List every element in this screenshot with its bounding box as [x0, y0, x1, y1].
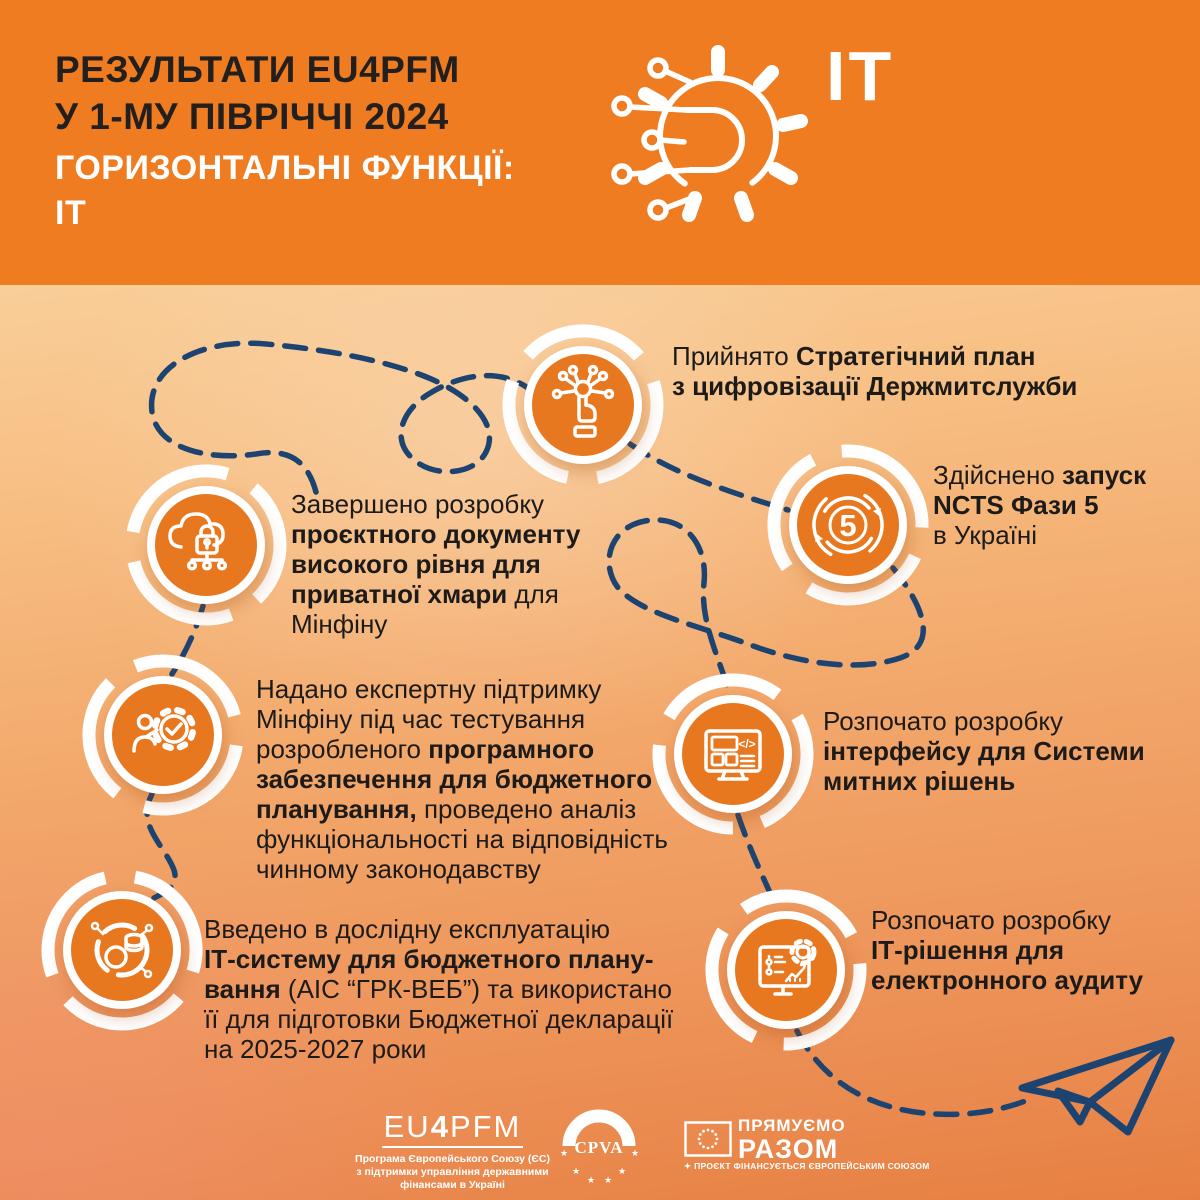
page-title-line2: У 1-МУ ПІВРІЧЧІ 2024 [55, 96, 449, 137]
node-badge-ncts-phase5 [753, 430, 943, 620]
node-text-ncts-phase5: Здійснено запуск NCTS Фази 5 в Україні [933, 460, 1147, 550]
header-it-label: IT [826, 37, 895, 115]
eu-funding-note: ✦ ПРОЄКТ ФІНАНСУЄТЬСЯ ЄВРОПЕЙСЬКИМ СОЮЗОМ [684, 1161, 930, 1171]
node-text-digitalization-strategy: Прийнято Стратегічний план з цифровізації Держмитслужби [672, 341, 1078, 401]
page-subtitle-line1: ГОРИЗОНТАЛЬНІ ФУНКЦІЇ: [55, 149, 515, 187]
node-text-e-audit: Розпочато розробку ІТ-рішення для електронного аудиту [871, 905, 1144, 995]
node-badge-e-audit [691, 875, 881, 1065]
node-text-private-cloud: Завершено розробку проєктного документу високого рівня для приватної хмари для Мінфіну [291, 489, 581, 639]
page-title-line1: РЕЗУЛЬТАТИ EU4PFM [55, 49, 460, 90]
node-badge-budget-it-system [27, 855, 217, 1045]
node-badge-digitalization-strategy [488, 310, 678, 500]
node-text-software-testing: Надано експертну підтримку Мінфіну під час тестування розробленого програмного забезпечення для бюджетного планування, проведено аналіз функціональності на відповідність чинному законодавству [256, 674, 668, 884]
svg-text:★: ★ [630, 1148, 640, 1158]
eu-flag-icon [684, 1121, 732, 1162]
page-subtitle-line2: ІТ [55, 194, 87, 232]
eu4pfm-logo [340, 1109, 565, 1192]
svg-text:★: ★ [571, 1166, 581, 1176]
node-badge-private-cloud [111, 450, 301, 640]
node-text-budget-it-system: Введено в дослідну експлуатацію ІТ-систему для бюджетного плану- вання (АІС “ГРК-ВЕБ”) та використано її для підготовки Бюджетної декларації на 2025-2027 роки [204, 914, 674, 1064]
svg-text:★: ★ [617, 1166, 627, 1176]
node-text-customs-ui: Розпочато розробку інтерфейсу для Системи митних рішень [823, 706, 1145, 796]
svg-text:</>: </> [738, 737, 756, 751]
funding-star-icon: ✦ [684, 1161, 692, 1171]
svg-text:★: ★ [559, 1148, 569, 1158]
svg-text:★: ★ [586, 1175, 596, 1185]
node-badge-software-testing [68, 640, 258, 830]
eu4pfm-tagline: Програма Європейського Союзу (ЄС) з підтримки управління державними фінансами в Україні [355, 1153, 550, 1191]
cpva-label: CPVA [574, 1138, 624, 1157]
svg-text:★: ★ [603, 1175, 613, 1185]
eu4pfm-wordmark: EU4PFM [382, 1112, 524, 1148]
cpva-logo [552, 1106, 648, 1192]
eu-motto: ПРЯМУЄМО РАЗОМ [738, 1116, 846, 1164]
monitor-code-icon [706, 731, 760, 779]
paper-plane-icon [1022, 1040, 1171, 1132]
svg-text:5: 5 [839, 508, 857, 543]
